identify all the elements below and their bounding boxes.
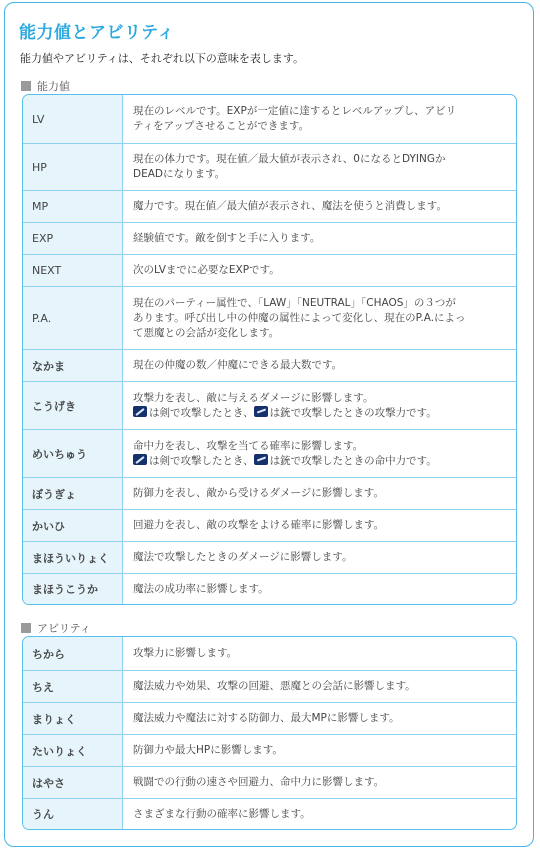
row-key: はやさ bbox=[23, 767, 123, 798]
row-description bbox=[123, 255, 516, 286]
row-description bbox=[123, 478, 516, 509]
sword-note: は剣で攻撃したとき、 bbox=[149, 406, 254, 419]
row-key: NEXT bbox=[23, 255, 123, 286]
description-line: 次のLVまでに必要なEXPです。 bbox=[133, 264, 280, 276]
row-description bbox=[123, 191, 516, 222]
weapon-icon-line bbox=[133, 406, 506, 421]
table-row bbox=[23, 143, 516, 190]
description-line: 魔法の成功率に影響します。 bbox=[133, 582, 269, 595]
description-line: 戦闘での行動の速さや回避力、命中力に影響します。 bbox=[133, 776, 385, 788]
abilities-section-heading bbox=[21, 620, 91, 636]
row-key: HP bbox=[23, 144, 123, 190]
table-row bbox=[23, 95, 516, 143]
description-line: 魔力です。現在値／最大値が表示され、魔法を使うと消費します。 bbox=[133, 200, 447, 212]
row-key: かいひ bbox=[23, 510, 123, 541]
row-key: ちから bbox=[23, 637, 123, 670]
row-key: たいりょく bbox=[23, 735, 123, 766]
table-row bbox=[23, 190, 516, 222]
description-line: 魔法で攻撃したときのダメージに影響します。 bbox=[133, 551, 353, 563]
row-key: MP bbox=[23, 191, 123, 222]
row-description bbox=[123, 350, 516, 381]
table-row bbox=[23, 637, 516, 670]
page-title: 能力値とアビリティ bbox=[19, 23, 175, 43]
table-row bbox=[23, 429, 516, 477]
table-row bbox=[23, 222, 516, 254]
table-row bbox=[23, 670, 516, 702]
row-description bbox=[123, 542, 516, 573]
description-line: 防御力や最大HPに影響します。 bbox=[133, 744, 283, 756]
stats-table bbox=[22, 94, 517, 605]
description-line: 現在のレベルです。EXPが一定値に達するとレベルアップし、アビリ bbox=[133, 105, 457, 117]
table-row bbox=[23, 766, 516, 798]
row-description bbox=[123, 735, 516, 766]
description-line: 経験値です。敵を倒すと手に入ります。 bbox=[133, 232, 321, 244]
row-key: LV bbox=[23, 95, 123, 143]
row-key: ちえ bbox=[23, 671, 123, 702]
row-description bbox=[123, 382, 516, 429]
description-line: 魔法威力や効果、攻撃の回避、悪魔との会話に影響します。 bbox=[133, 680, 416, 692]
table-row bbox=[23, 254, 516, 286]
description-line: 攻撃力を表し、敵に与えるダメージに影響します。 bbox=[133, 391, 374, 404]
stats-heading-label: 能力値 bbox=[37, 80, 70, 93]
table-row bbox=[23, 381, 516, 429]
row-description bbox=[123, 574, 516, 604]
gun-weapon-icon bbox=[254, 406, 268, 417]
row-key: EXP bbox=[23, 223, 123, 254]
row-description bbox=[123, 637, 516, 670]
description-line: あります。呼び出し中の仲魔の属性によって変化し、現在のP.A.によっ bbox=[133, 311, 466, 324]
table-row bbox=[23, 286, 516, 349]
description-line: さまざまな行動の確率に影響します。 bbox=[133, 807, 311, 820]
gun-weapon-icon bbox=[254, 454, 268, 465]
row-description bbox=[123, 95, 516, 143]
row-key: めいちゅう bbox=[23, 430, 123, 477]
table-row bbox=[23, 798, 516, 829]
abilities-table bbox=[22, 636, 517, 830]
sword-note: は剣で攻撃したとき、 bbox=[149, 454, 254, 467]
sword-weapon-icon bbox=[133, 406, 147, 417]
row-key: なかま bbox=[23, 350, 123, 381]
table-row bbox=[23, 349, 516, 381]
description-line: 防御力を表し、敵から受けるダメージに影響します。 bbox=[133, 487, 384, 499]
description-line: DEADになります。 bbox=[133, 168, 226, 180]
description-line: 命中力を表し、攻撃を当てる確率に影響します。 bbox=[133, 439, 364, 452]
table-row bbox=[23, 477, 516, 509]
description-line: 現在の仲魔の数／仲魔にできる最大数です。 bbox=[133, 359, 343, 371]
row-description bbox=[123, 430, 516, 477]
row-key: まほうこうか bbox=[23, 574, 123, 604]
stats-section-heading bbox=[21, 78, 70, 94]
row-description bbox=[123, 223, 516, 254]
row-key: まりょく bbox=[23, 703, 123, 734]
row-description bbox=[123, 799, 516, 829]
row-key: P.A. bbox=[23, 287, 123, 349]
table-row bbox=[23, 541, 516, 573]
abilities-heading-label: アビリティ bbox=[37, 622, 91, 635]
table-row bbox=[23, 509, 516, 541]
weapon-icon-line bbox=[133, 454, 506, 469]
description-line: ティをアップさせることができます。 bbox=[133, 120, 310, 132]
table-row bbox=[23, 734, 516, 766]
description-line: 現在のパーティー属性で、「LAW」「NEUTRAL」「CHAOS」の３つが bbox=[133, 296, 456, 309]
row-description bbox=[123, 767, 516, 798]
row-key: ぼうぎょ bbox=[23, 478, 123, 509]
gun-note: は銃で攻撃したときの命中力です。 bbox=[269, 454, 437, 467]
sword-weapon-icon bbox=[133, 454, 147, 465]
description-line: 魔法威力や魔法に対する防御力、最大MPに影響します。 bbox=[133, 712, 400, 724]
table-row bbox=[23, 573, 516, 604]
table-row bbox=[23, 702, 516, 734]
row-description bbox=[123, 671, 516, 702]
description-line: 現在の体力です。現在値／最大値が表示され、0になるとDYINGか bbox=[133, 153, 446, 165]
description-line: 回避力を表し、敵の攻撃をよける確率に影響します。 bbox=[133, 519, 385, 531]
section-square-icon bbox=[21, 81, 31, 91]
row-description bbox=[123, 510, 516, 541]
gun-note: は銃で攻撃したときの攻撃力です。 bbox=[269, 406, 437, 419]
description-line: て悪魔との会話が変化します。 bbox=[133, 326, 280, 339]
row-key: こうげき bbox=[23, 382, 123, 429]
row-description bbox=[123, 703, 516, 734]
intro-text: 能力値やアビリティは、それぞれ以下の意味を表します。 bbox=[20, 52, 305, 65]
row-key: まほういりょく bbox=[23, 542, 123, 573]
section-square-icon bbox=[21, 623, 31, 633]
row-description bbox=[123, 287, 516, 349]
row-key: うん bbox=[23, 799, 123, 829]
row-description bbox=[123, 144, 516, 190]
description-line: 攻撃力に影響します。 bbox=[133, 647, 238, 659]
